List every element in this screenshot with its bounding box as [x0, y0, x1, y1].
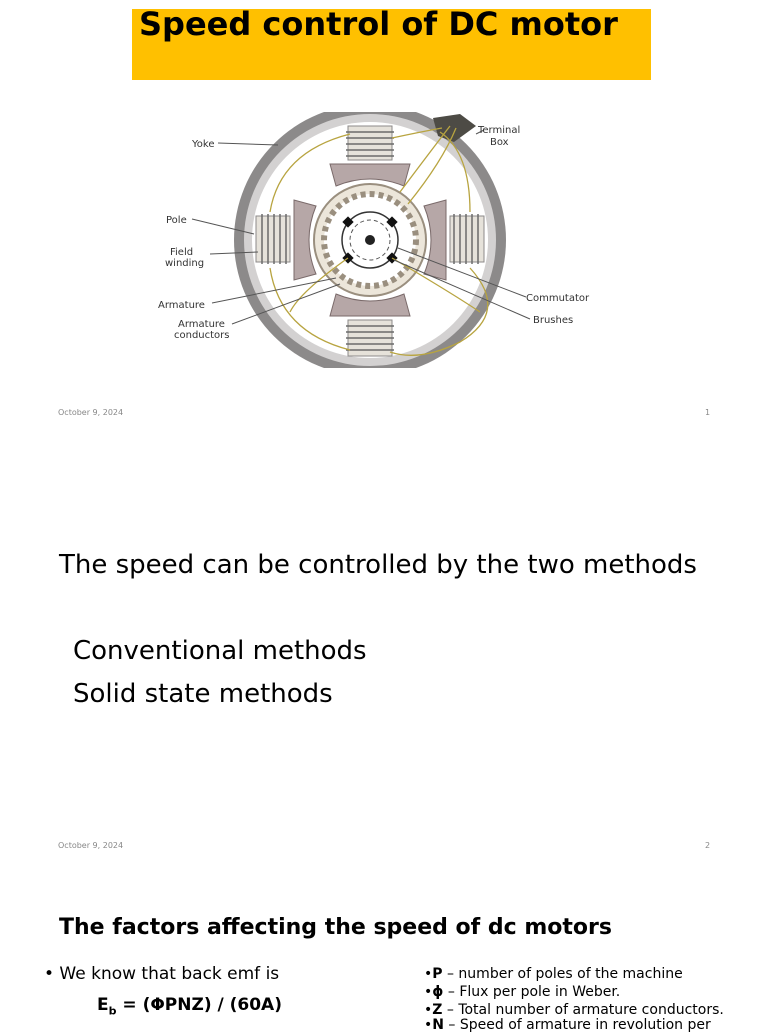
label-field-1: Field	[170, 247, 194, 258]
label-yoke: Yoke	[192, 139, 215, 150]
label-armature: Armature	[158, 300, 205, 311]
label-brushes: Brushes	[533, 315, 574, 326]
slide1-page-number: 1	[705, 408, 711, 417]
slide2-heading: The speed can be controlled by the two methods	[59, 550, 697, 580]
def-symbol: Z	[432, 1002, 443, 1018]
def-item-n: •N – Speed of armature in revolution per	[424, 1017, 711, 1033]
slide2-page-number: 2	[705, 841, 711, 850]
eq-E: E	[97, 995, 109, 1015]
back-emf-equation	[97, 995, 282, 1017]
label-terminal-1: Terminal	[478, 125, 521, 136]
def-text: – Flux per pole in Weber.	[443, 984, 621, 1000]
def-text: – Speed of armature in revolution per	[443, 1017, 711, 1033]
slide2-item-conventional: Conventional methods	[73, 636, 367, 666]
slide2-item-solid-state: Solid state methods	[73, 679, 333, 709]
def-text: – Total number of armature conductors.	[442, 1002, 724, 1018]
def-item-p: •P – number of poles of the machine	[424, 966, 683, 982]
def-item-phi: •ϕ – Flux per pole in Weber.	[424, 984, 621, 1000]
def-symbol: ϕ	[432, 984, 444, 1000]
eq-rest: = (ΦPNZ) / (60A)	[116, 995, 282, 1015]
slide1-footer-date: October 9, 2024	[58, 408, 124, 417]
def-symbol: N	[432, 1017, 444, 1033]
dc-motor-svg	[150, 112, 600, 368]
def-symbol: P	[432, 966, 443, 982]
label-pole: Pole	[166, 215, 187, 226]
slide3-title: The factors affecting the speed of dc motors	[59, 915, 612, 940]
dc-motor-diagram	[150, 112, 600, 368]
def-text: – number of poles of the machine	[442, 966, 683, 982]
label-armature-cond-2: conductors	[174, 330, 230, 341]
label-armature-cond-1: Armature	[178, 319, 225, 330]
slide2-footer-date: October 9, 2024	[58, 841, 124, 850]
shaft	[365, 235, 375, 245]
label-field-2: winding	[165, 258, 205, 269]
label-commutator: Commutator	[526, 293, 590, 304]
eq-subscript: b	[108, 1004, 117, 1018]
slide1-title: Speed control of DC motor	[139, 5, 618, 43]
slide3-bullet-back-emf: • We know that back emf is	[44, 964, 280, 984]
label-terminal-2: Box	[490, 137, 509, 148]
def-item-z: •Z – Total number of armature conductors.	[424, 1002, 724, 1018]
